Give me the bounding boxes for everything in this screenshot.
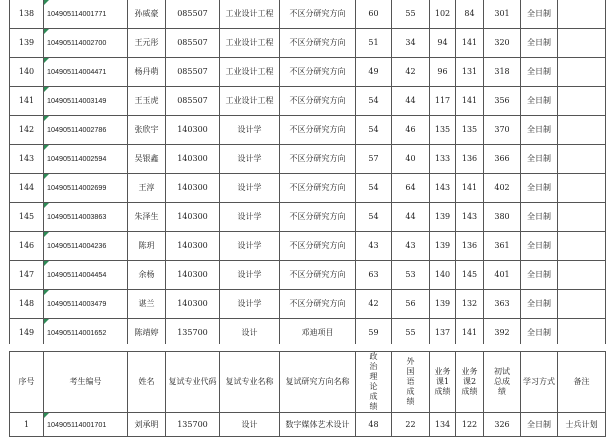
cell-course1: 139 (430, 232, 456, 261)
cell-total: 301 (484, 0, 521, 29)
cell-id: 104905114003863 (44, 203, 128, 232)
cell-course1: 117 (430, 87, 456, 116)
cell-total: 380 (484, 203, 521, 232)
cell-name: 王玉虎 (128, 87, 166, 116)
cell-major: 设计学 (220, 203, 280, 232)
header-major: 复试专业名称 (220, 352, 280, 413)
cell-course2: 132 (456, 290, 484, 319)
table-row (10, 145, 606, 174)
cell-foreign-lang: 46 (392, 116, 430, 145)
cell-total: 392 (484, 319, 521, 348)
cell-total: 361 (484, 232, 521, 261)
cell-foreign-lang: 43 (392, 232, 430, 261)
cell-direction: 不区分研究方向 (280, 29, 356, 58)
cell-politics: 42 (356, 290, 392, 319)
cell-politics: 54 (356, 116, 392, 145)
cell-major: 工业设计工程 (220, 29, 280, 58)
cell-major: 设计学 (220, 261, 280, 290)
cell-course2: 141 (456, 29, 484, 58)
cell-course2: 135 (456, 116, 484, 145)
cell-direction: 数字媒体艺术设计 (280, 413, 356, 437)
header-seq: 序号 (10, 352, 44, 413)
cell-note (558, 87, 606, 116)
cell-direction: 不区分研究方向 (280, 232, 356, 261)
cell-mode: 全日制 (521, 87, 558, 116)
cell-code: 135700 (166, 319, 220, 348)
table-row (10, 203, 606, 232)
cell-total: 326 (484, 413, 521, 437)
cell-politics: 43 (356, 232, 392, 261)
cell-note (558, 261, 606, 290)
cell-politics: 51 (356, 29, 392, 58)
cell-note (558, 290, 606, 319)
cell-course1: 135 (430, 116, 456, 145)
cell-id: 104905114004236 (44, 232, 128, 261)
cell-course1: 133 (430, 145, 456, 174)
cell-course1: 143 (430, 174, 456, 203)
cell-major: 设计 (220, 319, 280, 348)
cell-code: 140300 (166, 261, 220, 290)
cell-foreign-lang: 64 (392, 174, 430, 203)
cell-politics: 54 (356, 174, 392, 203)
cell-major: 工业设计工程 (220, 0, 280, 29)
cell-course1: 102 (430, 0, 456, 29)
cell-total: 363 (484, 290, 521, 319)
cell-direction: 不区分研究方向 (280, 87, 356, 116)
cell-code: 085507 (166, 58, 220, 87)
cell-seq: 142 (10, 116, 44, 145)
cell-seq: 148 (10, 290, 44, 319)
cell-seq: 139 (10, 29, 44, 58)
cell-mode: 全日制 (521, 174, 558, 203)
table-row (10, 116, 606, 145)
cell-name: 孙威豪 (128, 0, 166, 29)
cell-id: 104905114002786 (44, 116, 128, 145)
cell-id: 104905114002700 (44, 29, 128, 58)
cell-course1: 134 (430, 413, 456, 437)
cell-mode: 全日制 (521, 145, 558, 174)
cell-politics: 54 (356, 87, 392, 116)
table-row (10, 87, 606, 116)
table-row (10, 232, 606, 261)
cell-politics: 54 (356, 203, 392, 232)
cell-direction: 不区分研究方向 (280, 116, 356, 145)
cell-foreign-lang: 34 (392, 29, 430, 58)
cell-id: 104905114004454 (44, 261, 128, 290)
cell-mode: 全日制 (521, 261, 558, 290)
cell-seq: 144 (10, 174, 44, 203)
cell-course2: 141 (456, 87, 484, 116)
header-total: 初试总成绩 (484, 352, 521, 413)
header-direction: 复试研究方向名称 (280, 352, 356, 413)
cell-course2: 141 (456, 174, 484, 203)
cell-major: 设计 (220, 413, 280, 437)
cell-code: 140300 (166, 174, 220, 203)
cell-name: 谌兰 (128, 290, 166, 319)
header-note: 备注 (558, 352, 606, 413)
cell-name: 刘承明 (128, 413, 166, 437)
cell-id: 104905114002594 (44, 145, 128, 174)
cell-id: 104905114004471 (44, 58, 128, 87)
cell-note (558, 203, 606, 232)
cell-note (558, 0, 606, 29)
cell-direction: 不区分研究方向 (280, 145, 356, 174)
cell-mode: 全日制 (521, 232, 558, 261)
table-row (10, 0, 606, 29)
cell-course1: 137 (430, 319, 456, 348)
cell-id: 104905114001701 (44, 413, 128, 437)
cell-seq: 145 (10, 203, 44, 232)
cell-direction: 不区分研究方向 (280, 0, 356, 29)
table-header-row (10, 352, 606, 413)
cell-name: 吴银鑫 (128, 145, 166, 174)
cell-name: 陈靖婷 (128, 319, 166, 348)
cell-course2: 145 (456, 261, 484, 290)
cell-total: 320 (484, 29, 521, 58)
header-code: 复试专业代码 (166, 352, 220, 413)
cell-total: 402 (484, 174, 521, 203)
cell-note (558, 145, 606, 174)
header-foreign-lang: 外国语成绩 (392, 352, 430, 413)
cell-mode: 全日制 (521, 0, 558, 29)
table-row (10, 58, 606, 87)
cell-note (558, 174, 606, 203)
cell-id: 104905114001652 (44, 319, 128, 348)
cell-total: 366 (484, 145, 521, 174)
cell-id: 104905114003149 (44, 87, 128, 116)
cell-major: 工业设计工程 (220, 87, 280, 116)
cell-code: 085507 (166, 0, 220, 29)
header-course2: 业务课2成绩 (456, 352, 484, 413)
cell-code: 140300 (166, 290, 220, 319)
cell-seq: 1 (10, 413, 44, 437)
cell-direction: 邓迪项目 (280, 319, 356, 348)
cell-mode: 全日制 (521, 203, 558, 232)
cell-foreign-lang: 53 (392, 261, 430, 290)
score-table-bottom (9, 351, 606, 437)
cell-course2: 136 (456, 145, 484, 174)
header-name: 姓名 (128, 352, 166, 413)
cell-note: 士兵计划 (558, 413, 606, 437)
cell-politics: 63 (356, 261, 392, 290)
cell-name: 张欣宇 (128, 116, 166, 145)
cell-seq: 141 (10, 87, 44, 116)
cell-major: 设计学 (220, 290, 280, 319)
cell-course2: 143 (456, 203, 484, 232)
cell-code: 140300 (166, 145, 220, 174)
cell-name: 杨丹萌 (128, 58, 166, 87)
table-row (10, 290, 606, 319)
cell-id: 104905114001771 (44, 0, 128, 29)
cell-direction: 不区分研究方向 (280, 203, 356, 232)
cell-course1: 139 (430, 290, 456, 319)
header-id: 考生编号 (44, 352, 128, 413)
cell-foreign-lang: 40 (392, 145, 430, 174)
cell-major: 设计学 (220, 174, 280, 203)
cell-note (558, 116, 606, 145)
cell-total: 401 (484, 261, 521, 290)
cell-mode: 全日制 (521, 413, 558, 437)
cell-course1: 94 (430, 29, 456, 58)
cell-seq: 140 (10, 58, 44, 87)
cell-code: 140300 (166, 203, 220, 232)
cell-code: 085507 (166, 29, 220, 58)
cell-mode: 全日制 (521, 116, 558, 145)
cell-code: 140300 (166, 232, 220, 261)
cell-name: 王元彤 (128, 29, 166, 58)
cell-major: 设计学 (220, 145, 280, 174)
cell-politics: 48 (356, 413, 392, 437)
cell-code: 085507 (166, 87, 220, 116)
table-row (10, 29, 606, 58)
cell-politics: 59 (356, 319, 392, 348)
table-row (10, 261, 606, 290)
cell-id: 104905114002699 (44, 174, 128, 203)
cell-course1: 96 (430, 58, 456, 87)
cell-seq: 147 (10, 261, 44, 290)
cell-foreign-lang: 55 (392, 0, 430, 29)
cell-mode: 全日制 (521, 29, 558, 58)
cell-note (558, 58, 606, 87)
score-table-top (9, 0, 606, 348)
cell-direction: 不区分研究方向 (280, 174, 356, 203)
cell-foreign-lang: 42 (392, 58, 430, 87)
header-mode: 学习方式 (521, 352, 558, 413)
cell-course2: 141 (456, 319, 484, 348)
table-row (10, 174, 606, 203)
cell-foreign-lang: 56 (392, 290, 430, 319)
cell-mode: 全日制 (521, 290, 558, 319)
table-row (10, 413, 606, 437)
cell-seq: 138 (10, 0, 44, 29)
cell-code: 140300 (166, 116, 220, 145)
cell-course1: 139 (430, 203, 456, 232)
cell-seq: 149 (10, 319, 44, 348)
cell-politics: 60 (356, 0, 392, 29)
header-politics: 政治理论成绩 (356, 352, 392, 413)
cell-direction: 不区分研究方向 (280, 58, 356, 87)
cell-mode: 全日制 (521, 319, 558, 348)
cell-note (558, 232, 606, 261)
cell-course2: 136 (456, 232, 484, 261)
cell-major: 设计学 (220, 116, 280, 145)
cell-note (558, 29, 606, 58)
cell-seq: 143 (10, 145, 44, 174)
cell-major: 工业设计工程 (220, 58, 280, 87)
cell-seq: 146 (10, 232, 44, 261)
cell-direction: 不区分研究方向 (280, 261, 356, 290)
cell-name: 王淳 (128, 174, 166, 203)
cell-code: 135700 (166, 413, 220, 437)
cell-politics: 57 (356, 145, 392, 174)
cell-course2: 131 (456, 58, 484, 87)
cell-total: 356 (484, 87, 521, 116)
cell-total: 318 (484, 58, 521, 87)
cell-total: 370 (484, 116, 521, 145)
cell-foreign-lang: 22 (392, 413, 430, 437)
cell-foreign-lang: 44 (392, 87, 430, 116)
cell-foreign-lang: 44 (392, 203, 430, 232)
cell-name: 陈玥 (128, 232, 166, 261)
cell-direction: 不区分研究方向 (280, 290, 356, 319)
cell-major: 设计学 (220, 232, 280, 261)
cell-id: 104905114003479 (44, 290, 128, 319)
cell-course2: 122 (456, 413, 484, 437)
cell-name: 朱泽生 (128, 203, 166, 232)
cell-foreign-lang: 55 (392, 319, 430, 348)
cell-politics: 49 (356, 58, 392, 87)
cell-course2: 84 (456, 0, 484, 29)
header-course1: 业务课1成绩 (430, 352, 456, 413)
cell-name: 余杨 (128, 261, 166, 290)
cell-mode: 全日制 (521, 58, 558, 87)
cell-course1: 140 (430, 261, 456, 290)
